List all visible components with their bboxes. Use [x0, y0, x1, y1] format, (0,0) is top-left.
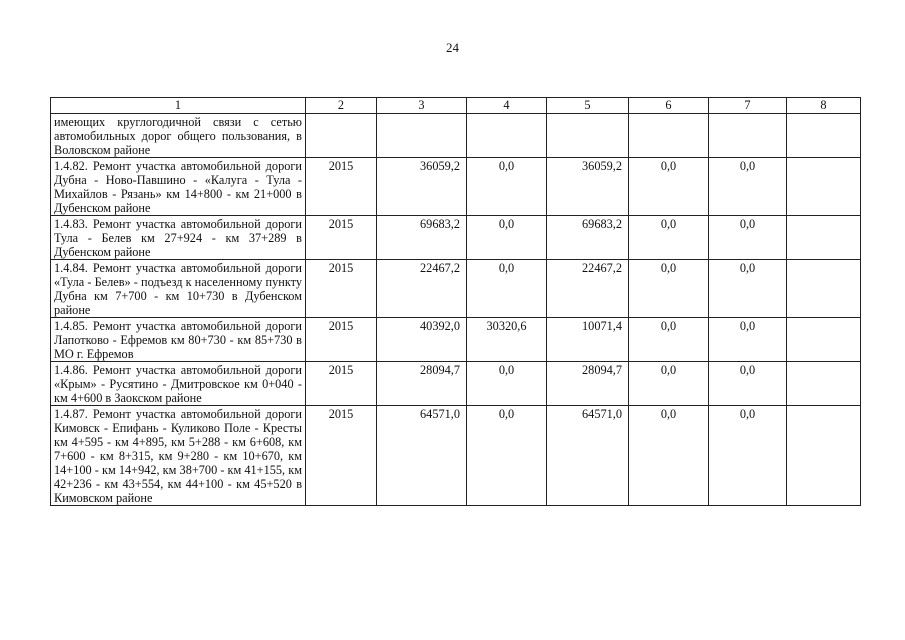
table-row: [51, 260, 861, 318]
page-number: 24: [446, 40, 459, 55]
row-extra: [787, 318, 861, 362]
row-federal: 30320,6: [467, 318, 547, 362]
row-extra: [787, 406, 861, 506]
row-federal: [467, 114, 547, 158]
row-regional: 69683,2: [547, 216, 629, 260]
row-extra: [787, 158, 861, 216]
row-other: [709, 114, 787, 158]
row-local: 0,0: [629, 406, 709, 506]
row-local: [629, 114, 709, 158]
row-year: 2015: [306, 406, 377, 506]
header-cell: 4: [467, 98, 547, 114]
row-year: 2015: [306, 260, 377, 318]
row-year: [306, 114, 377, 158]
row-description: 1.4.84. Ремонт участка автомобильной дороги «Тула - Белев» - подъезд к населенному пункту Дубна км 7+700 - км 10+730 в Дубенском районе: [51, 260, 306, 318]
row-total: 36059,2: [377, 158, 467, 216]
row-total: [377, 114, 467, 158]
row-description: 1.4.82. Ремонт участка автомобильной дороги Дубна - Ново-Павшино - «Калуга - Тула - Михайлов - Рязань» км 14+800 - км 21+000 в Дубенском районе: [51, 158, 306, 216]
row-description: 1.4.87. Ремонт участка автомобильной дороги Кимовск - Епифань - Куликово Поле - Кресты км 4+595 - км 4+895, км 5+288 - км 6+608, км 7+600 - км 8+315, км 9+280 - км 10+670, км 14+100 - км 14+942, км 38+700 - км 41+155, км 42+236 - км 43+554, км 44+100 - км 45+520 в Кимовском районе: [51, 406, 306, 506]
row-description: 1.4.83. Ремонт участка автомобильной дороги Тула - Белев км 27+924 - км 37+289 в Дубенском районе: [51, 216, 306, 260]
row-year: 2015: [306, 318, 377, 362]
row-other: 0,0: [709, 216, 787, 260]
row-year: 2015: [306, 362, 377, 406]
row-total: 64571,0: [377, 406, 467, 506]
row-total: 40392,0: [377, 318, 467, 362]
table-row: [51, 406, 861, 506]
row-local: 0,0: [629, 260, 709, 318]
table-row: [51, 362, 861, 406]
row-year: 2015: [306, 158, 377, 216]
row-other: 0,0: [709, 158, 787, 216]
row-regional: 28094,7: [547, 362, 629, 406]
budget-table: [50, 97, 861, 506]
header-row: [51, 98, 861, 114]
row-local: 0,0: [629, 318, 709, 362]
row-description: 1.4.85. Ремонт участка автомобильной дороги Лапотково - Ефремов км 80+730 - км 85+730 в МО г. Ефремов: [51, 318, 306, 362]
row-regional: 10071,4: [547, 318, 629, 362]
row-local: 0,0: [629, 362, 709, 406]
row-description: 1.4.86. Ремонт участка автомобильной дороги «Крым» - Русятино - Дмитровское км 0+040 - км 4+600 в Заокском районе: [51, 362, 306, 406]
row-federal: 0,0: [467, 158, 547, 216]
header-cell: 1: [51, 98, 306, 114]
row-federal: 0,0: [467, 216, 547, 260]
row-extra: [787, 216, 861, 260]
row-federal: 0,0: [467, 260, 547, 318]
row-extra: [787, 362, 861, 406]
row-federal: 0,0: [467, 362, 547, 406]
row-federal: 0,0: [467, 406, 547, 506]
row-regional: 64571,0: [547, 406, 629, 506]
table-row: [51, 158, 861, 216]
header-cell: 7: [709, 98, 787, 114]
table-row: [51, 114, 861, 158]
row-year: 2015: [306, 216, 377, 260]
row-total: 69683,2: [377, 216, 467, 260]
row-other: 0,0: [709, 406, 787, 506]
row-other: 0,0: [709, 318, 787, 362]
row-extra: [787, 114, 861, 158]
row-other: 0,0: [709, 362, 787, 406]
row-regional: 22467,2: [547, 260, 629, 318]
table-row: [51, 216, 861, 260]
header-cell: 5: [547, 98, 629, 114]
row-description: имеющих круглогодичной связи с сетью автомобильных дорог общего пользования, в Воловском районе: [51, 114, 306, 158]
header-cell: 2: [306, 98, 377, 114]
header-cell: 3: [377, 98, 467, 114]
row-regional: [547, 114, 629, 158]
row-local: 0,0: [629, 216, 709, 260]
row-other: 0,0: [709, 260, 787, 318]
header-cell: 8: [787, 98, 861, 114]
header-cell: 6: [629, 98, 709, 114]
row-regional: 36059,2: [547, 158, 629, 216]
row-extra: [787, 260, 861, 318]
table-row: [51, 318, 861, 362]
row-total: 22467,2: [377, 260, 467, 318]
row-local: 0,0: [629, 158, 709, 216]
row-total: 28094,7: [377, 362, 467, 406]
